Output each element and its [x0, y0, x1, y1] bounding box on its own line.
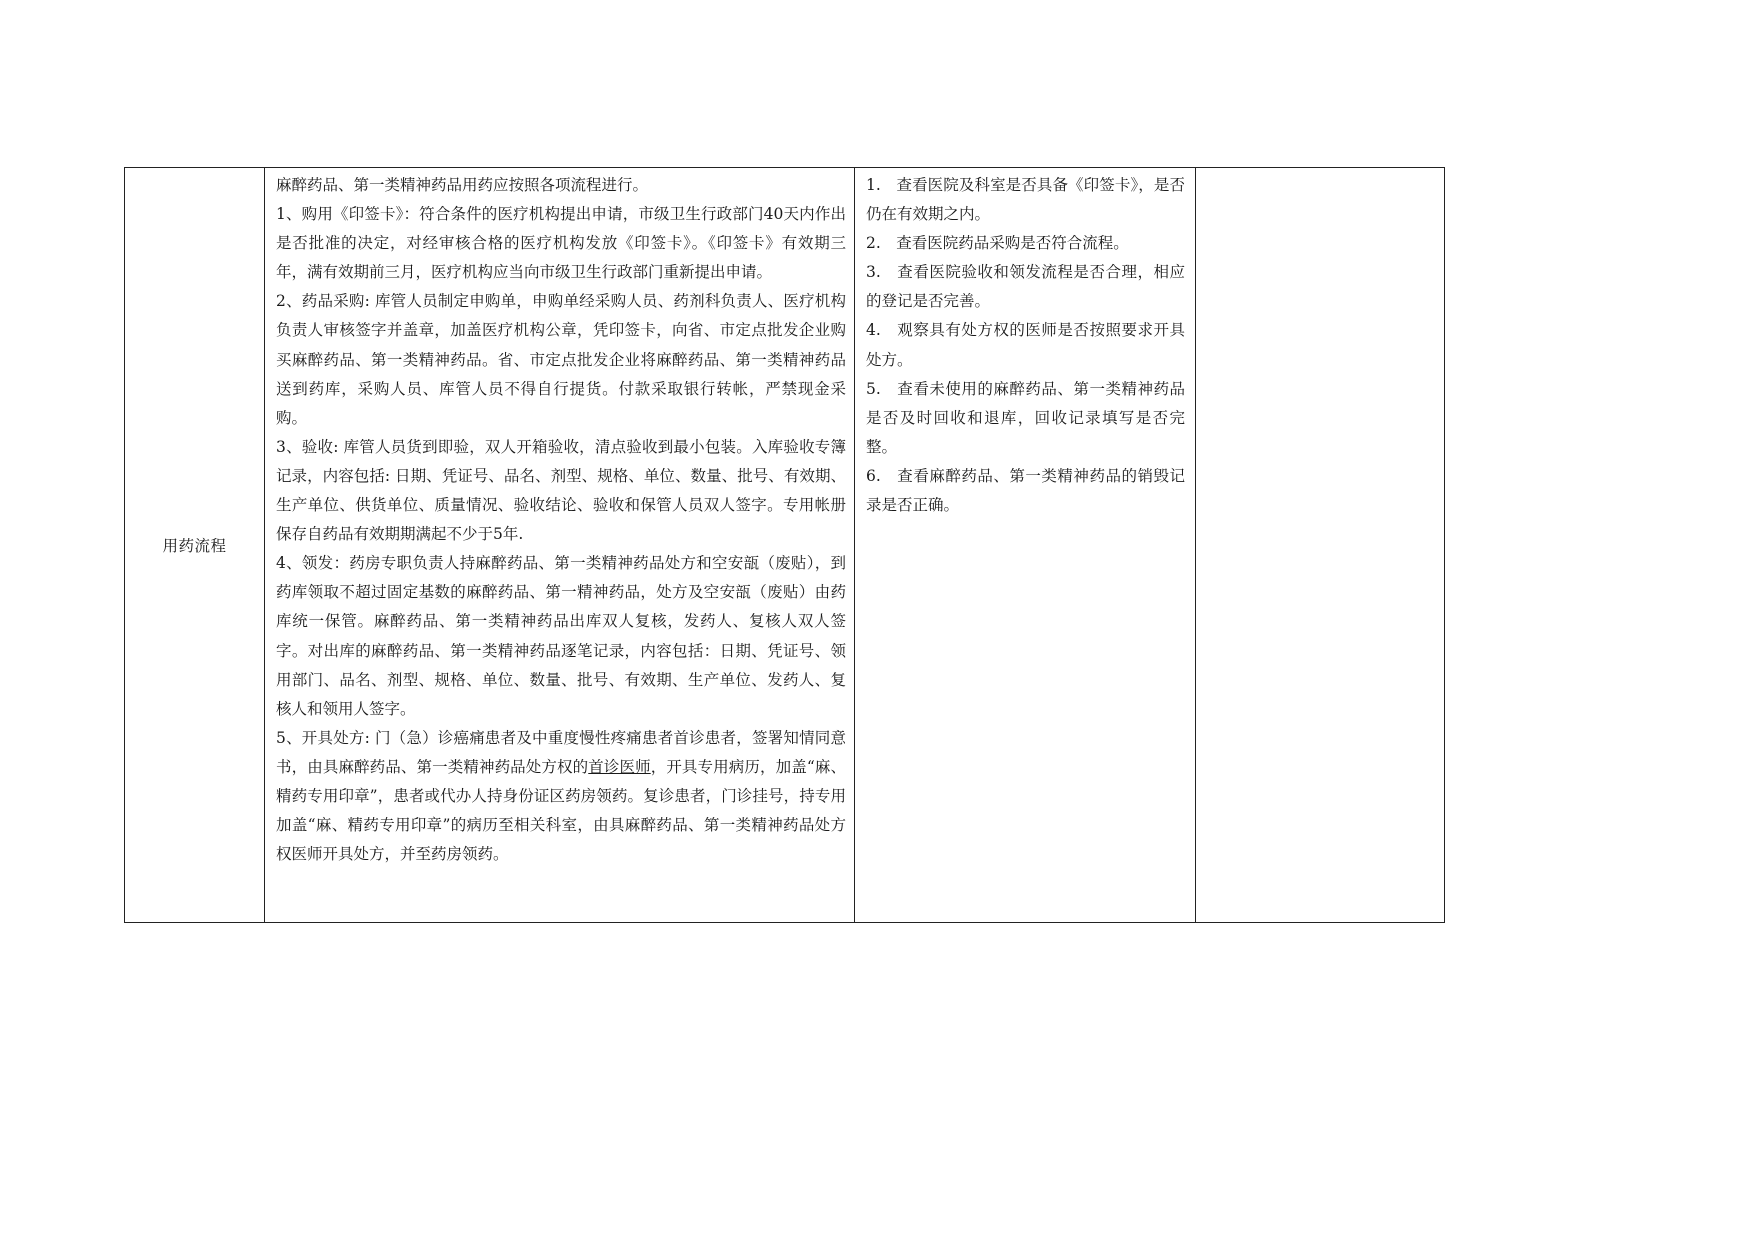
- process-step-3: 3、验收: 库管人员货到即验，双人开箱验收，清点验收到最小包装。入库验收专簿记录，内容包括: 日期、凭证号、品名、剂型、规格、单位、数量、批号、有效期、生产单位、供货单位、质量情况、验收结论、验收和保管人员双人签字。专用帐册保存自药品有效期期满起不少于5年.: [276, 437, 846, 544]
- step5-text-after: ，开具专用病历，加盖“麻、精药专用印章”，患者或代办人持身份证区药房领药。复诊患者，门诊挂号，持专用加盖“麻、精药专用印章”的病历至相关科室，由具麻醉药品、第一类精神药品处方权医师开具处方，并至药房领药。: [276, 757, 846, 864]
- process-step-5: [276, 724, 846, 869]
- process-step-1: 1、购用《印签卡》：符合条件的医疗机构提出申请，市级卫生行政部门40天内作出是否批准的决定，对经审核合格的医疗机构发放《印签卡》。《印签卡》有效期三年，满有效期前三月，医疗机构应当向市级卫生行政部门重新提出申请。: [276, 205, 846, 282]
- check-item-5: 5. 查看未使用的麻醉药品、第一类精神药品是否及时回收和退库，回收记录填写是否完整。: [866, 379, 1185, 456]
- check-item-2: 2. 查看医院药品采购是否符合流程。: [866, 234, 1129, 253]
- check-item-4: 4. 观察具有处方权的医师是否按照要求开具处方。: [866, 321, 1185, 369]
- process-intro: 麻醉药品、第一类精神药品用药应按照各项流程进行。: [276, 176, 649, 194]
- remark-cell: [1196, 168, 1445, 923]
- process-step-2: 2、药品采购: 库管人员制定申购单，申购单经采购人员、药剂科负责人、医疗机构负责人审核签字并盖章，加盖医疗机构公章，凭印签卡，向省、市定点批发企业购买麻醉药品、第一类精神药品。省、市定点批发企业将麻醉药品、第一类精神药品送到药库，采购人员、库管人员不得自行提货。付款采取银行转帐，严禁现金采购。: [276, 292, 846, 427]
- checks-cell: [855, 168, 1196, 923]
- process-step-4: 4、领发：药房专职负责人持麻醉药品、第一类精神药品处方和空安瓿（废贴），到药库领取不超过固定基数的麻醉药品、第一精神药品，处方及空安瓿（废贴）由药库统一保管。麻醉药品、第一类精神药品出库双人复核，发药人、复核人双人签字。对出库的麻醉药品、第一类精神药品逐笔记录，内容包括：日期、凭证号、领用部门、品名、剂型、规格、单位、数量、批号、有效期、生产单位、发药人、复核人和领用人签字。: [276, 554, 846, 718]
- category-label: 用药流程: [162, 537, 227, 555]
- check-item-3: 3. 查看医院验收和领发流程是否合理，相应的登记是否完善。: [866, 263, 1185, 311]
- process-cell: [265, 168, 855, 923]
- check-item-1: 1. 查看医院及科室是否具备《印签卡》，是否仍在有效期之内。: [866, 176, 1185, 224]
- category-cell: [125, 168, 265, 923]
- step5-underlined-term: 首诊医师: [588, 757, 651, 776]
- step5-text-before: 5、开具处方: 门（急）诊癌痛患者及中重度慢性疼痛患者首诊患者，签署知情同意书，由具麻醉药品、第一类精神药品处方权的: [276, 728, 846, 776]
- check-item-6: 6. 查看麻醉药品、第一类精神药品的销毁记录是否正确。: [866, 466, 1185, 515]
- inspection-table: [124, 167, 1445, 923]
- remark-text: [1196, 168, 1444, 171]
- table-row: [125, 168, 1445, 923]
